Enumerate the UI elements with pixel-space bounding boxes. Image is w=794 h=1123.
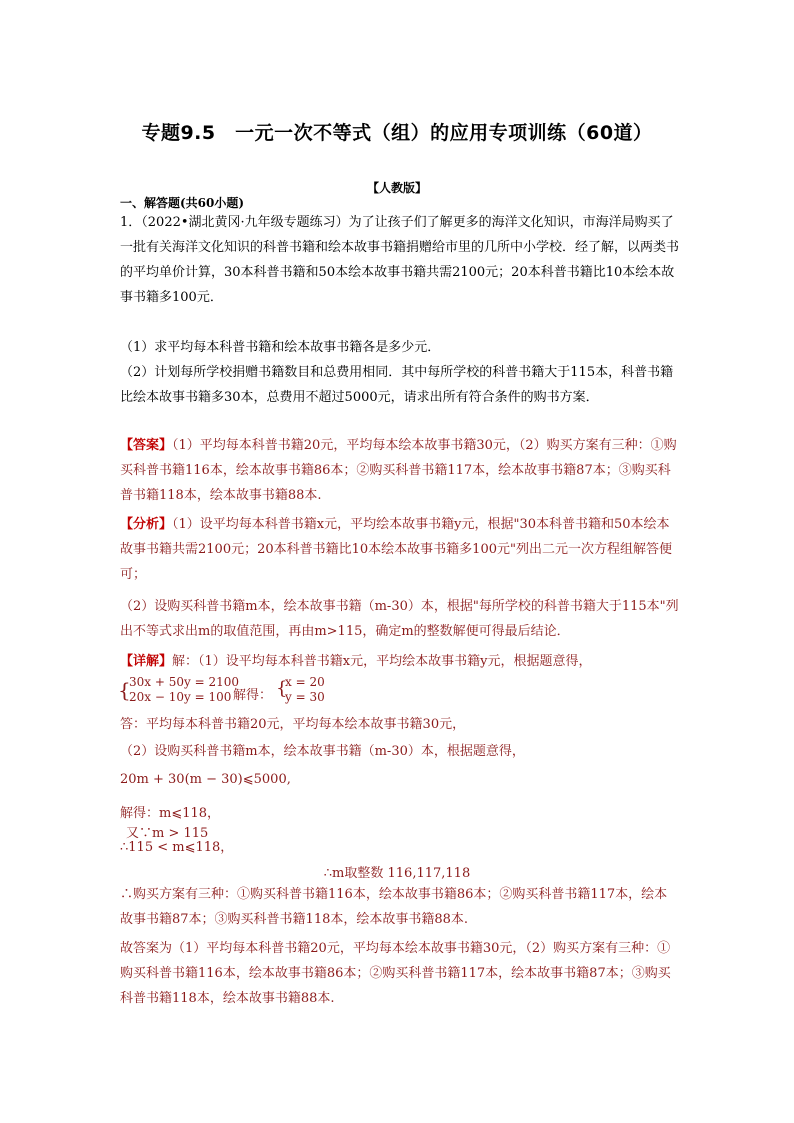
solution-y: y = 30 <box>285 690 325 704</box>
inequality-solution: 解得：m⩽118， <box>120 806 221 821</box>
analysis-tag: 【分析】 <box>120 517 173 532</box>
answer-part-1: 答：平均每本科普书籍20元，平均每本绘本故事书籍30元， <box>120 717 466 732</box>
equation-2: 20x − 10y = 100 <box>129 690 232 704</box>
analysis-text-1: （1）设平均每本科普书籍x元，平均绘本故事书籍y元，根据"30本科普书籍和50本绘本故事书籍共需2100元；20本科普书籍比10本绘本故事书籍多100元"列出二元一次方程组解答便可； <box>120 517 672 582</box>
page-title: 专题9.5 一元一次不等式（组）的应用专项训练（60道） <box>141 122 653 144</box>
right-brace-icon: { <box>276 678 288 699</box>
section-heading: 一、解答题(共60小题) <box>120 196 245 210</box>
question-part-2: （2）计划每所学校捐赠书籍数目和总费用相同．其中每所学校的科普书籍大于115本，科普书籍比绘本故事书籍多30本，总费用不超过5000元，请求出所有符合条件的购书方案． <box>120 365 674 405</box>
analysis-block-1 <box>120 512 680 587</box>
equation-1: 30x + 50y = 2100 <box>129 675 239 689</box>
range: ∴115 < m⩽118， <box>120 840 234 855</box>
edition-label: 【人教版】 <box>366 181 427 195</box>
left-brace-icon: { <box>118 678 131 702</box>
answer-tag: 【答案】 <box>120 438 173 453</box>
solve-label: 解得： <box>233 688 273 703</box>
analysis-block-2: （2）设购买科普书籍m本，绘本故事书籍（m-30）本，根据"每所学校的科普书籍大于115本"列出不等式求出m的取值范围，再由m>115，确定m的整数解便可得最后结论． <box>120 599 679 639</box>
question-part-1: （1）求平均每本科普书籍和绘本故事书籍各是多少元． <box>120 340 441 355</box>
detail-tag: 【详解】 <box>120 654 173 669</box>
question-intro: 1．（2022•湖北黄冈·九年级专题练习）为了让孩子们了解更多的海洋文化知识，市海洋局购买了一批有关海洋文化知识的科普书籍和绘本故事书籍捐赠给市里的几所中小学校．经了解，以两类书的平均单价计算，30本科普书籍和50本绘本故事书籍共需2100元；20本科普书籍比10本绘本故事书籍多100元． <box>120 215 680 305</box>
final-answer: 故答案为（1）平均每本科普书籍20元，平均每本绘本故事书籍30元，（2）购买方案有三种：①购买科普书籍116本，绘本故事书籍86本；②购买科普书籍117本，绘本故事书籍87本；③购买科普书籍118本，绘本故事书籍88本. <box>120 941 671 1006</box>
detail-text-1: 解：（1）设平均每本科普书籍x元，平均绘本故事书籍y元，根据题意得， <box>172 654 592 669</box>
inequality: 20m + 30(m − 30)⩽5000, <box>120 772 291 787</box>
detail-text-2: （2）设购买科普书籍m本，绘本故事书籍（m-30）本，根据题意得， <box>120 744 525 759</box>
answer-text: （1）平均每本科普书籍20元，平均每本绘本故事书籍30元，（2）购买方案有三种：①购买科普书籍116本，绘本故事书籍86本；②购买科普书籍117本，绘本故事书籍87本；③购买科普书籍118本，绘本故事书籍88本. <box>120 438 677 503</box>
detail-intro <box>120 649 680 674</box>
solution-x: x = 20 <box>285 675 325 689</box>
schemes-text: ∴购买方案有三种：①购买科普书籍116本，绘本故事书籍86本；②购买科普书籍117本，绘本故事书籍87本；③购买科普书籍118本，绘本故事书籍88本. <box>120 887 668 927</box>
integer-values: ∴m取整数 116,117,118 <box>323 866 471 881</box>
condition: 又∵m > 115 <box>126 826 209 841</box>
answer-block <box>120 433 680 508</box>
